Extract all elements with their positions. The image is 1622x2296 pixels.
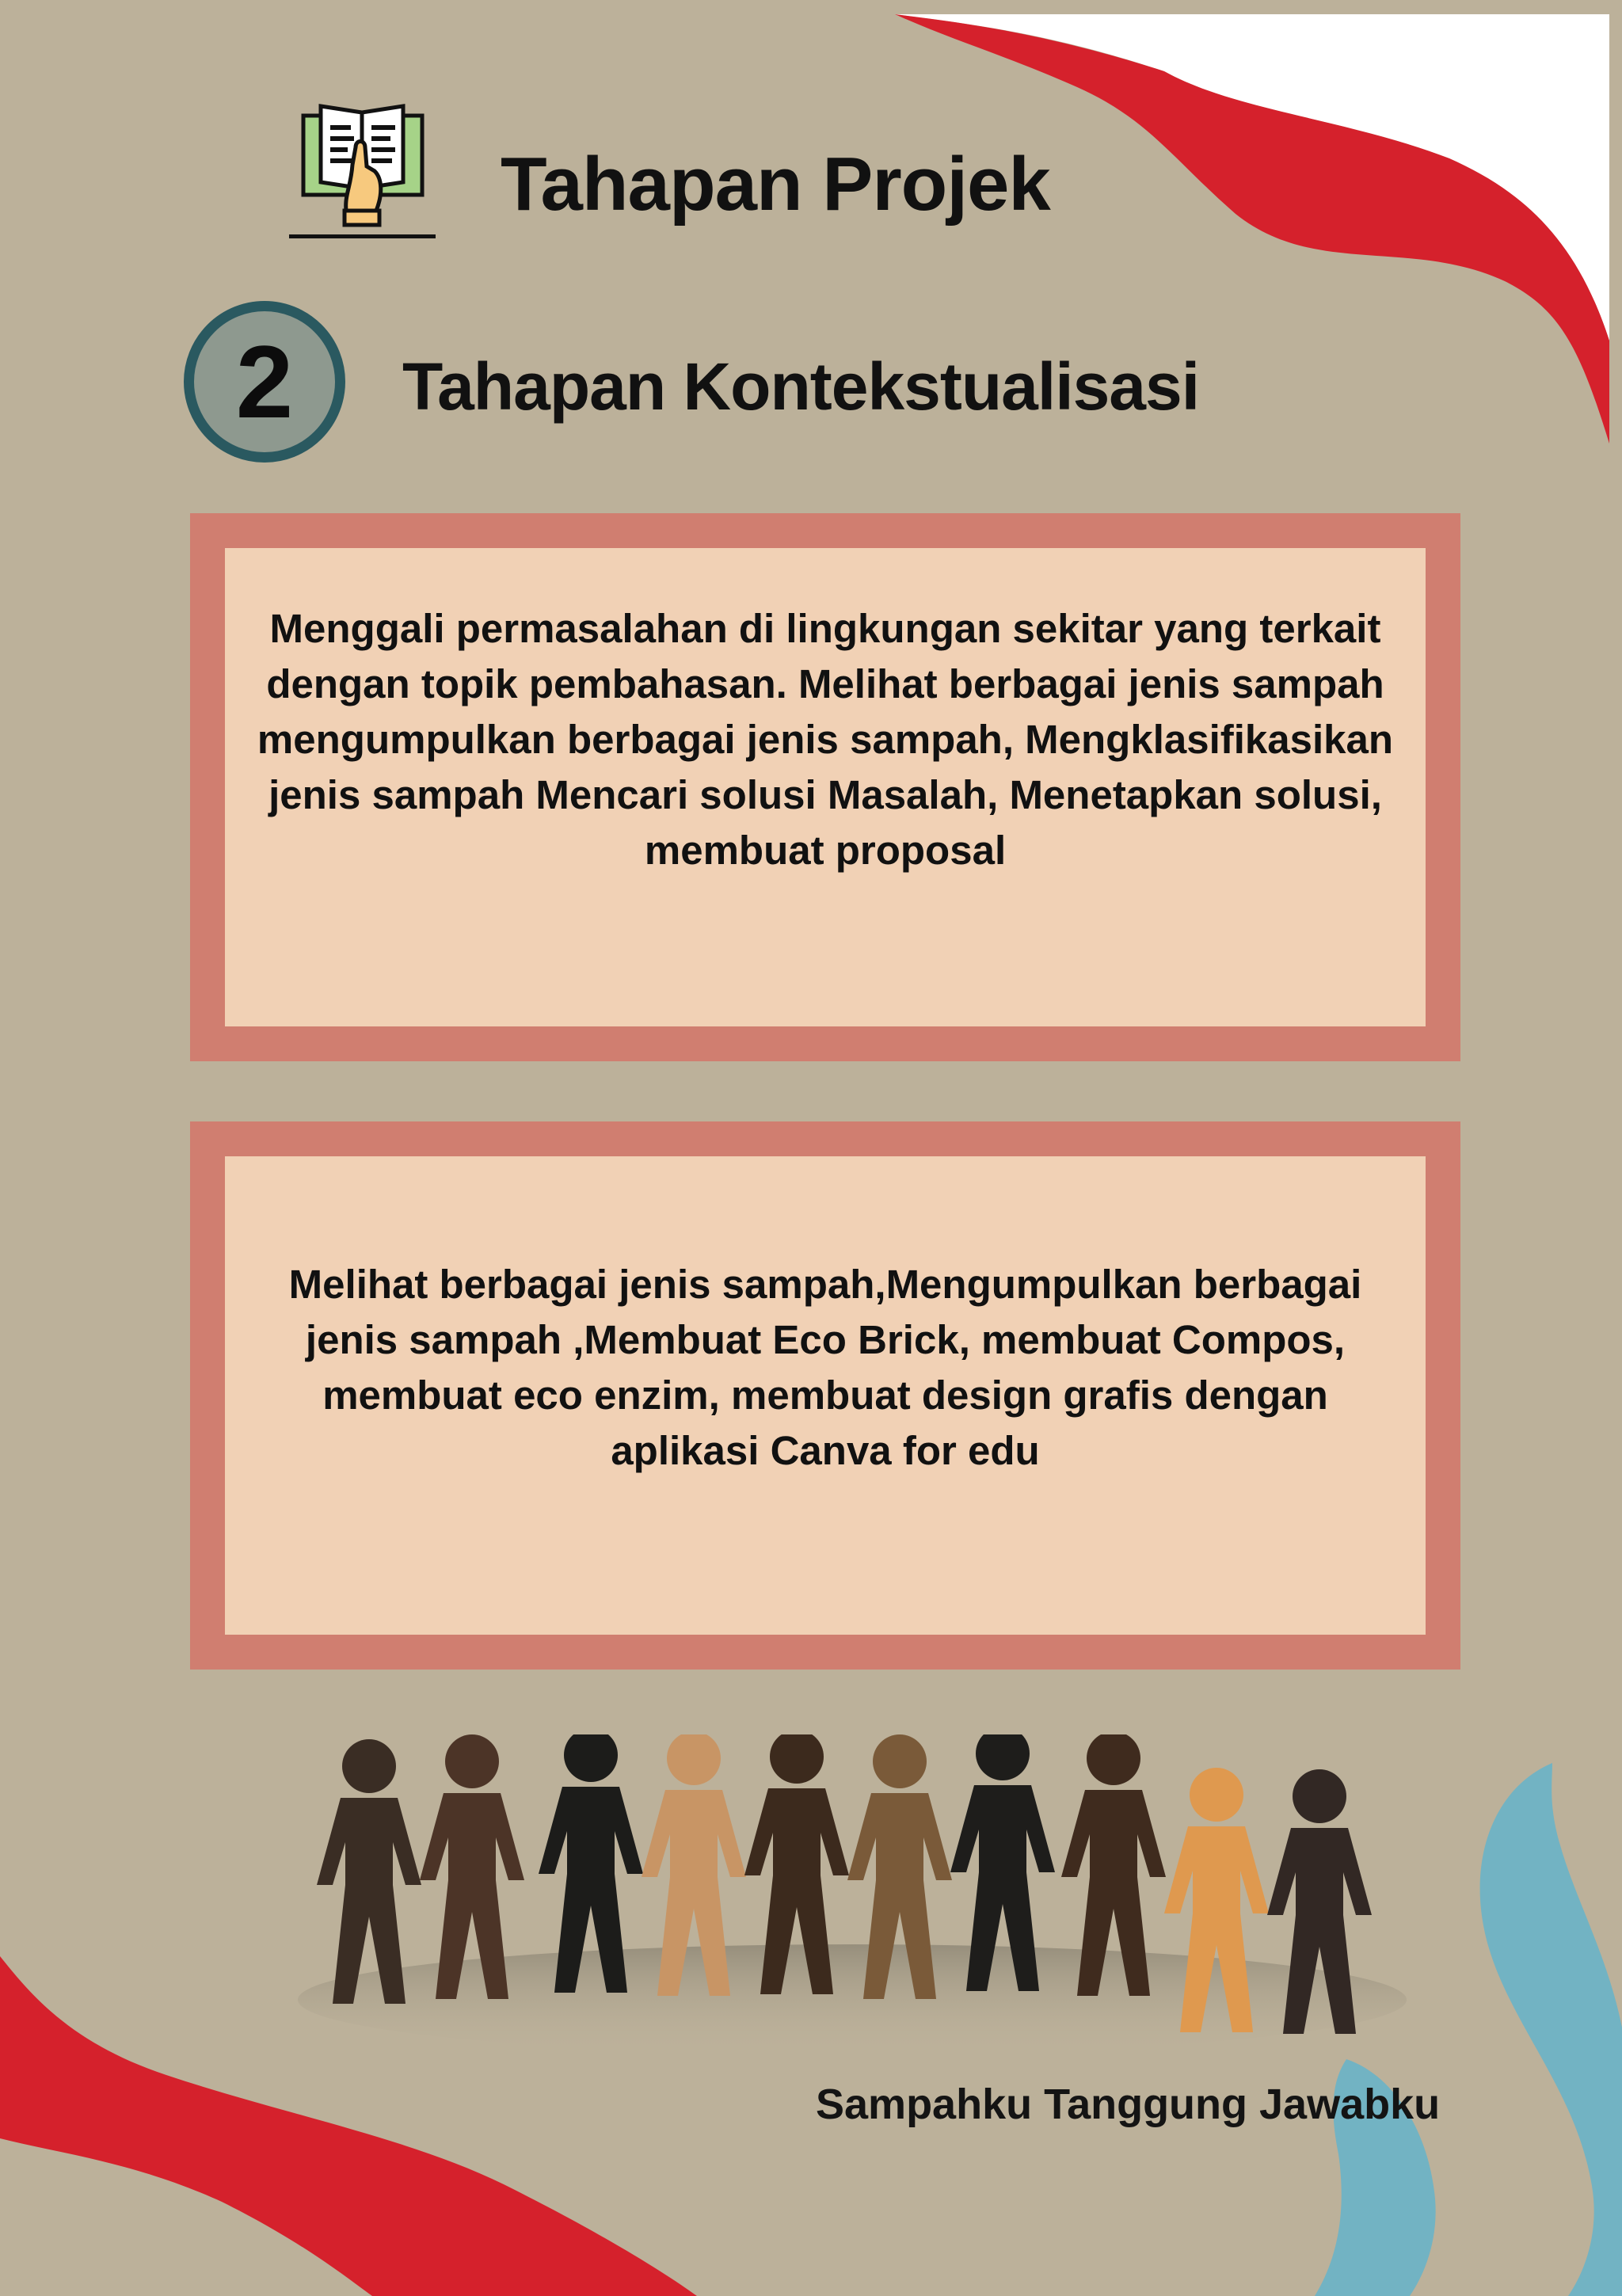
step-card-1-text: Menggali permasalahan di lingkungan sekitar yang terkait dengan topik pembahasan. Melihat berbagai jenis sampah mengumpulkan berbagai jenis sampah, Mengklasifikasikan jenis sampah Mencari solusi Masalah, Menetapkan solusi, membuat proposal xyxy=(257,606,1394,873)
step-card-2-inner xyxy=(225,1156,1426,1635)
blue-leaf-large xyxy=(1480,1763,1622,2296)
step-card-1-inner xyxy=(225,548,1426,1026)
book-hand-icon xyxy=(289,100,436,242)
step-title: Tahapan Kontekstualisasi xyxy=(402,349,1200,424)
step-card-1 xyxy=(190,513,1460,1061)
step-number-badge: 2 xyxy=(184,301,345,463)
footer-slogan: Sampahku Tanggung Jawabku xyxy=(816,2081,1441,2128)
paper-people-chain-image xyxy=(282,1734,1438,2075)
page-title: Tahapan Projek xyxy=(501,142,1050,227)
step-card-2 xyxy=(190,1121,1460,1670)
step-card-2-text: Melihat berbagai jenis sampah,Mengumpulkan berbagai jenis sampah ,Membuat Eco Brick, membuat Compos, membuat eco enzim, membuat design grafis dengan aplikasi Canva for edu xyxy=(288,1262,1362,1473)
